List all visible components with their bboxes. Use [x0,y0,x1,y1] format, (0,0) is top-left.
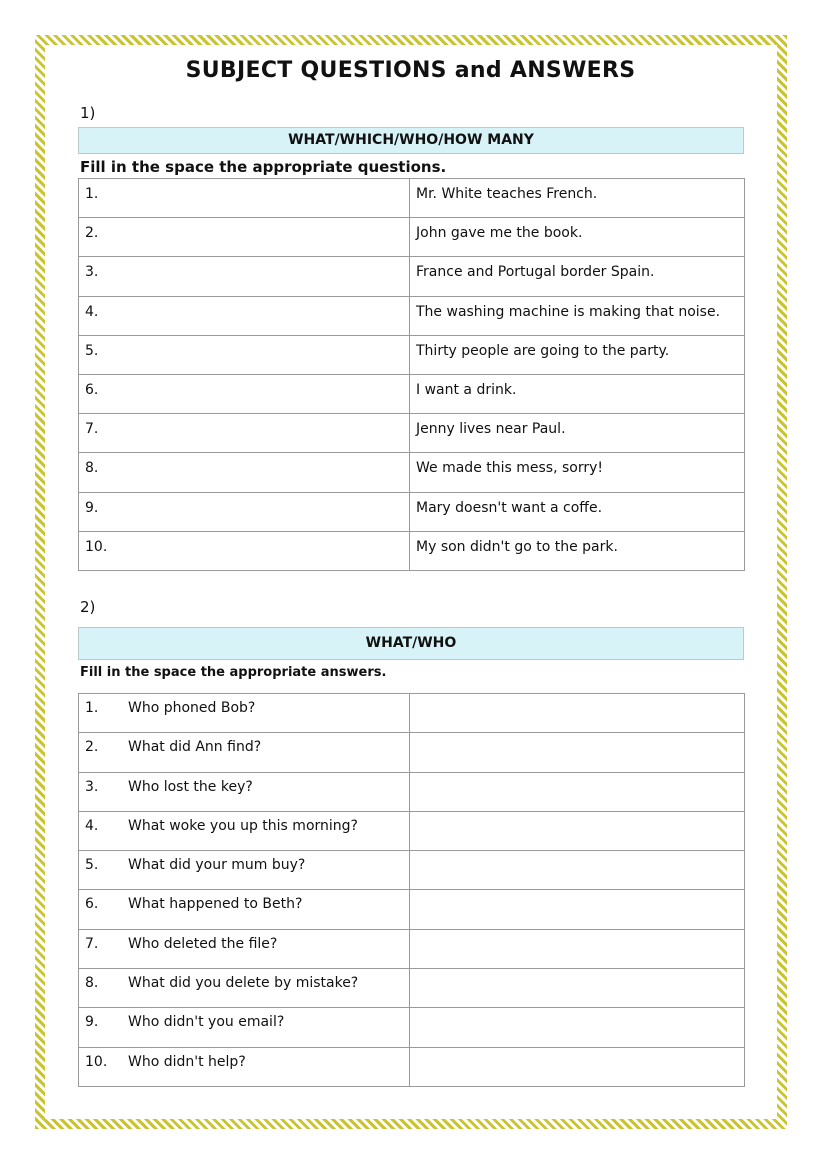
given-question-cell [79,811,410,850]
answer-blank-cell[interactable] [410,929,745,968]
row-number: 3. [85,264,99,281]
section-1-instruction: Fill in the space the appropriate questions. [80,158,447,176]
row-number: 7. [85,421,99,438]
given-question-cell [79,772,410,811]
table-row [79,492,745,531]
question-text: What woke you up this morning? [128,817,358,834]
question-blank-cell[interactable] [79,296,410,335]
given-question-cell [79,890,410,929]
answer-blank-cell[interactable] [410,969,745,1008]
row-number: 9. [85,1014,99,1031]
row-number: 10. [85,538,108,555]
row-number: 8. [85,975,99,992]
section-1-number: 1) [80,104,96,122]
table-row [79,811,745,850]
given-answer-cell: France and Portugal border Spain. [410,257,745,296]
given-answer-cell: Thirty people are going to the party. [410,335,745,374]
row-number: 2. [85,739,99,756]
table-row [79,257,745,296]
given-answer-cell: Mary doesn't want a coffe. [410,492,745,531]
question-text: Who lost the key? [128,778,253,795]
row-number: 5. [85,342,99,359]
section-1-heading: WHAT/WHICH/WHO/HOW MANY [78,127,744,154]
table-row [79,694,745,733]
table-row [79,374,745,413]
answer-blank-cell[interactable] [410,851,745,890]
question-blank-cell[interactable] [79,218,410,257]
section-2-instruction: Fill in the space the appropriate answers. [80,665,387,680]
row-number: 3. [85,778,99,795]
row-number: 2. [85,225,99,242]
table-row [79,1047,745,1086]
answer-blank-cell[interactable] [410,772,745,811]
given-answer-cell: I want a drink. [410,374,745,413]
given-question-cell [79,969,410,1008]
question-text: What did your mum buy? [128,857,306,874]
given-question-cell [79,851,410,890]
row-number: 9. [85,499,99,516]
given-answer-cell: My son didn't go to the park. [410,531,745,570]
answer-blank-cell[interactable] [410,1008,745,1047]
answer-blank-cell[interactable] [410,694,745,733]
table-row [79,733,745,772]
question-text: Who phoned Bob? [128,700,256,716]
question-text: What did you delete by mistake? [128,975,359,992]
row-number: 4. [85,817,99,834]
table-row [79,296,745,335]
question-blank-cell[interactable] [79,453,410,492]
section-2-heading: WHAT/WHO [78,627,744,660]
questions-table [78,178,745,571]
question-blank-cell[interactable] [79,335,410,374]
table-row [79,772,745,811]
row-number: 6. [85,381,99,398]
row-number: 7. [85,935,99,952]
row-number: 1. [85,186,99,202]
given-question-cell [79,694,410,733]
given-question-cell [79,733,410,772]
section-2-number: 2) [80,598,96,616]
answer-blank-cell[interactable] [410,811,745,850]
given-question-cell [79,929,410,968]
row-number: 1. [85,700,99,716]
question-text: What happened to Beth? [128,896,303,913]
row-number: 10. [85,1053,108,1070]
given-question-cell [79,1008,410,1047]
answer-blank-cell[interactable] [410,733,745,772]
row-number: 6. [85,896,99,913]
table-row [79,335,745,374]
table-row [79,929,745,968]
question-text: Who didn't help? [128,1053,246,1070]
question-blank-cell[interactable] [79,179,410,218]
given-answer-cell: The washing machine is making that noise. [410,296,745,335]
given-question-cell [79,1047,410,1086]
answer-blank-cell[interactable] [410,1047,745,1086]
row-number: 5. [85,857,99,874]
question-blank-cell[interactable] [79,531,410,570]
row-number: 4. [85,303,99,320]
table-row [79,890,745,929]
given-answer-cell: Mr. White teaches French. [410,179,745,218]
question-blank-cell[interactable] [79,492,410,531]
table-row [79,179,745,218]
answer-blank-cell[interactable] [410,890,745,929]
given-answer-cell: Jenny lives near Paul. [410,414,745,453]
question-text: Who didn't you email? [128,1014,285,1031]
question-blank-cell[interactable] [79,257,410,296]
row-number: 8. [85,460,99,477]
table-row [79,851,745,890]
answers-table [78,693,745,1087]
question-text: What did Ann find? [128,739,262,756]
question-blank-cell[interactable] [79,414,410,453]
table-row [79,218,745,257]
table-row [79,453,745,492]
table-row [79,531,745,570]
table-row [79,414,745,453]
question-text: Who deleted the file? [128,935,278,952]
table-row [79,969,745,1008]
question-blank-cell[interactable] [79,374,410,413]
page-title: SUBJECT QUESTIONS and ANSWERS [185,58,636,83]
given-answer-cell: John gave me the book. [410,218,745,257]
table-row [79,1008,745,1047]
given-answer-cell: We made this mess, sorry! [410,453,745,492]
